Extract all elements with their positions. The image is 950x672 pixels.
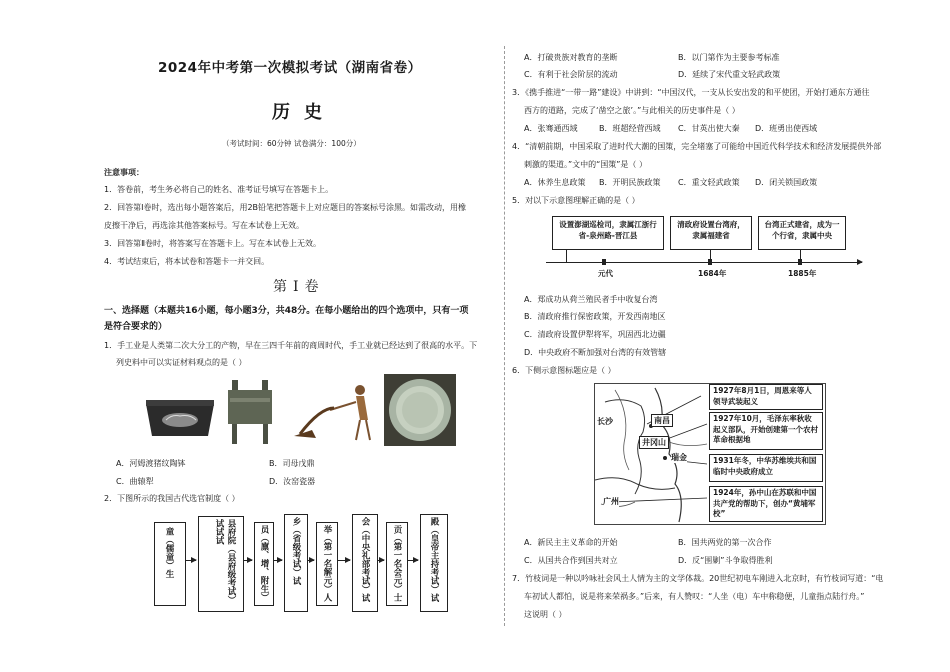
flow-node-palace-exam: 殿（皇帝主持考试）试 xyxy=(420,514,448,612)
map-city-nanchang: 南昌 xyxy=(651,414,673,427)
flow-node-provincial-exam: 乡（省级考试）试 xyxy=(284,514,308,612)
section-heading-line1: 一、选择题（本题共16小题，每小题3分，共48分。在每小题给出的四个选项中，只有一项 xyxy=(104,306,469,316)
map-note-3: 1931年冬，中华苏维埃共和国临时中央政府成立 xyxy=(709,454,823,482)
flow-node-shengyuan: 员（廪、增、附生） xyxy=(254,522,274,606)
q3-option-c: C．甘英出使大秦 xyxy=(678,124,740,133)
flow-node-gongshi: 贡（第一名会元）士 xyxy=(386,522,408,606)
q2-option-b: B．以门第作为主要参考标准 xyxy=(678,53,780,62)
bronze-ding-image xyxy=(222,378,278,446)
q4-option-b: B．开明民族政策 xyxy=(599,178,661,187)
flow-node-county-exam: 县府院（县府级考试）试试试 xyxy=(198,516,244,612)
map-note-4: 1924年，孙中山在苏联和中国共产党的帮助下，创办“黄埔军校” xyxy=(709,486,823,522)
map-note-1: 1927年8月1日，周恩来等人领导武装起义 xyxy=(709,384,823,410)
exam-time-info: （考试时间：60分钟 试卷满分：100分） xyxy=(222,139,361,148)
q6-option-b: B．国共两党的第一次合作 xyxy=(678,538,772,547)
q2-option-d: D．延续了宋代重文轻武政策 xyxy=(678,70,781,79)
flow-arrow xyxy=(407,560,418,561)
q7-stem: 7．竹枝词是一种以吟咏社会风土人情为主的文学体裁。20世纪初电车刚进入北京时，有竹枝词写道：“电 xyxy=(512,574,884,583)
q4-option-d: D．闭关锁国政策 xyxy=(755,178,818,187)
timeline-marker xyxy=(798,259,802,265)
timeline-label-yuan: 元代 xyxy=(598,269,613,278)
notes-item: 1．答卷前，考生务必将自己的姓名、准考证号填写在答题卡上。 xyxy=(104,185,334,194)
q5-option-c: C．清政府设置伊犁将军，巩固西北边疆 xyxy=(524,330,666,339)
q6-stem: 6．下侧示意图标题应是（ ） xyxy=(512,366,616,375)
revolution-map xyxy=(594,383,826,525)
timeline-box-yuan: 设置澎湖巡检司，隶属江浙行省-泉州路-晋江县 xyxy=(552,216,664,250)
flow-node-juren: 举（第一名解元）人 xyxy=(316,522,338,606)
notes-item: 2．回答第Ⅰ卷时，选出每小题答案后，用2B铅笔把答题卡上对应题目的答案标号涂黑。如需改动，用橡 xyxy=(104,203,467,212)
map-city-ruijin: 瑞金 xyxy=(671,453,687,462)
volume-label: 第Ⅰ卷 xyxy=(273,279,325,295)
notes-item: 3．回答第Ⅱ卷时，将答案写在答题卡上。写在本试卷上无效。 xyxy=(104,239,322,248)
q7-stem: 这说明（ ） xyxy=(524,610,567,619)
q3-option-b: B．班超经营西域 xyxy=(599,124,661,133)
notes-item: 皮擦干净后，再选涂其他答案标号。写在本试卷上无效。 xyxy=(104,221,304,230)
notes-item: 4．考试结束后，将本试卷和答题卡一并交回。 xyxy=(104,257,270,266)
map-note-2: 1927年10月，毛泽东率秋收起义部队，开始创建第一个农村革命根据地 xyxy=(709,412,823,450)
map-city-changsha: 长沙 xyxy=(597,417,613,426)
q1-option-b: B．司母戊鼎 xyxy=(269,459,315,468)
plough-image xyxy=(290,380,380,446)
q4-stem: 4．“清朝前期，中国采取了进时代大潮的国策，完全堵塞了可能给中国近代科学技术和经济发展提供外部 xyxy=(512,142,882,151)
q1-option-c: C．曲辕犁 xyxy=(116,477,154,486)
q3-stem: 西方的道路，完成了‘凿空之旅’。”与此相关的历史事件是（ ） xyxy=(524,106,740,115)
notes-heading: 注意事项： xyxy=(104,168,144,177)
q2-option-c: C．有利于社会阶层的流动 xyxy=(524,70,618,79)
timeline-box-1885: 台湾正式建省，成为一个行省，隶属中央 xyxy=(758,216,846,250)
timeline-box-1684: 清政府设置台湾府，隶属福建省 xyxy=(670,216,752,250)
flow-arrow xyxy=(337,560,350,561)
q5-option-a: A．郑成功从荷兰殖民者手中收复台湾 xyxy=(524,295,658,304)
q3-stem: 3．《携手推进“一带一路”建设》中讲到：“中国汉代，一支从长安出发的和平使团，开始打通东方通往 xyxy=(512,88,870,97)
exam-title: 2024年中考第一次模拟考试（湖南省卷） xyxy=(158,60,422,76)
flow-node-tongsheng: 童（儒童）生 xyxy=(154,522,186,606)
timeline-tick xyxy=(566,250,567,262)
q6-option-d: D．反“围剿”斗争取得胜利 xyxy=(678,556,773,565)
flow-node-huishi: 会（中央礼部考试）试 xyxy=(352,514,378,612)
q4-option-a: A．休养生息政策 xyxy=(524,178,586,187)
flow-arrow xyxy=(273,560,282,561)
q1-option-a: A．河姆渡猪纹陶钵 xyxy=(116,459,186,468)
subject-title: 历史 xyxy=(272,102,336,123)
map-city-guangzhou: 广州 xyxy=(603,497,619,506)
q7-stem: 车初试人都怕，说是将来荣祸多。”后来，有人赞叹：“人坐（电）车中称稳便，儿童指点陆行舟。” xyxy=(524,592,865,601)
q5-stem: 5．对以下示意图理解正确的是（ ） xyxy=(512,196,640,205)
timeline-axis xyxy=(546,262,862,263)
q5-option-d: D．中央政府不断加强对台湾的有效管辖 xyxy=(524,348,667,357)
timeline-label-1885: 1885年 xyxy=(788,269,817,278)
q3-option-a: A．张骞通西域 xyxy=(524,124,578,133)
q4-option-c: C．重文轻武政策 xyxy=(678,178,740,187)
q6-option-a: A．新民主主义革命的开始 xyxy=(524,538,618,547)
pottery-bowl-image xyxy=(140,380,220,444)
column-divider xyxy=(504,46,505,626)
flow-arrow xyxy=(185,560,196,561)
q6-option-c: C．从国共合作到国共对立 xyxy=(524,556,618,565)
section-heading-line2: 是符合要求的） xyxy=(104,322,168,332)
flow-arrow xyxy=(377,560,384,561)
timeline-marker xyxy=(602,259,606,265)
q2-stem: 2．下图所示的我国古代选官制度（ ） xyxy=(104,494,240,503)
q5-option-b: B．清政府推行保密政策，开发西南地区 xyxy=(524,312,666,321)
q1-stem: 列史料中可以实证材料观点的是（ ） xyxy=(116,358,247,367)
q3-option-d: D．班勇出使西域 xyxy=(755,124,818,133)
flow-arrow xyxy=(243,560,252,561)
ru-porcelain-image xyxy=(384,374,456,446)
q2-option-a: A．打破贵族对教育的垄断 xyxy=(524,53,618,62)
timeline-marker xyxy=(708,259,712,265)
q1-stem: 1．手工业是人类第二次大分工的产物，早在三四千年前的商周时代，手工业就已经达到了很高的水平。下 xyxy=(104,341,478,350)
flow-arrow xyxy=(307,560,314,561)
timeline-label-1684: 1684年 xyxy=(698,269,727,278)
q4-stem: 刺激的渠道。”文中的“国策”是（ ） xyxy=(524,160,647,169)
map-city-jinggangshan: 井冈山 xyxy=(639,436,669,449)
q1-option-d: D．汝窑瓷器 xyxy=(269,477,316,486)
